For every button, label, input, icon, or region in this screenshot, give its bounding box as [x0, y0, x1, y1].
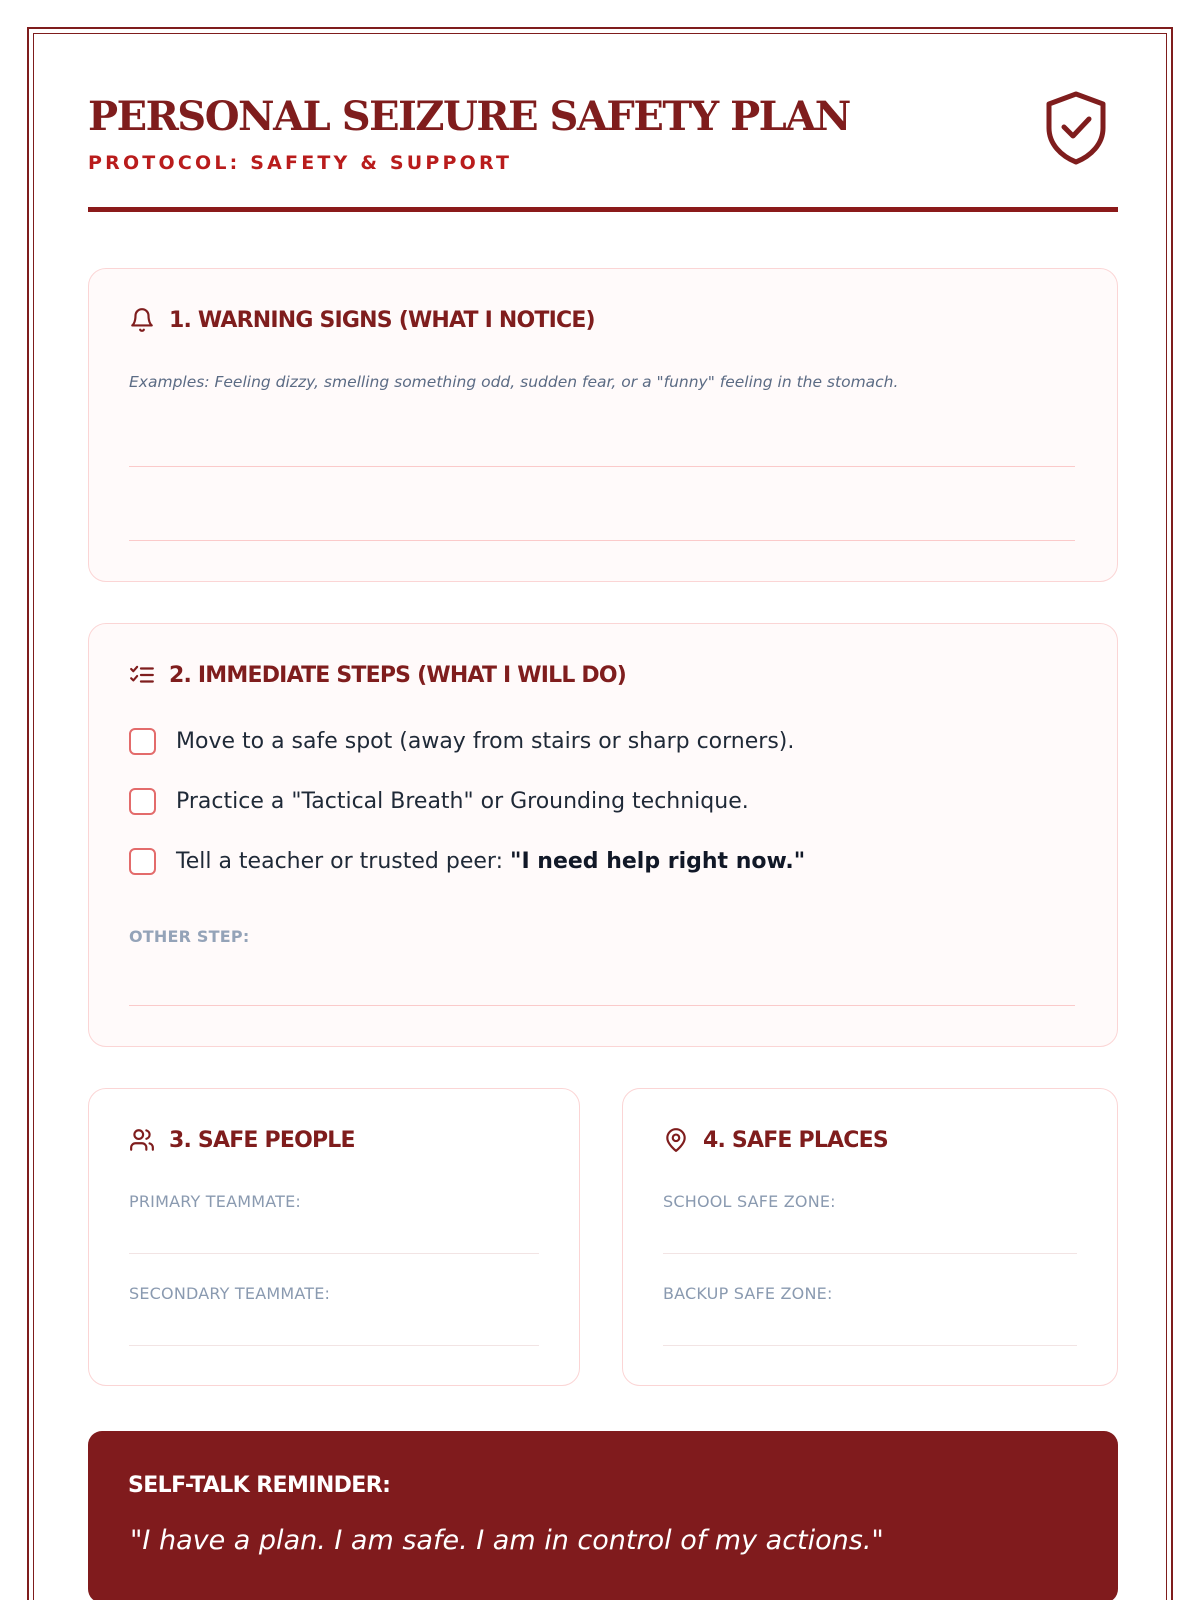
reminder-quote: "I have a plan. I am safe. I am in control of my actions." — [130, 1525, 884, 1556]
step-text: Tell a teacher or trusted peer: — [176, 849, 510, 874]
users-icon — [129, 1127, 155, 1153]
immediate-steps-title: 2. IMMEDIATE STEPS (WHAT I WILL DO) — [169, 662, 627, 688]
warning-signs-write-line-2[interactable] — [129, 540, 1075, 541]
school-safe-zone-label: SCHOOL SAFE ZONE: — [663, 1192, 836, 1211]
safe-places-title: 4. SAFE PLACES — [703, 1127, 888, 1153]
shield-check-icon — [1042, 90, 1110, 166]
secondary-teammate-field[interactable] — [129, 1345, 539, 1346]
self-talk-reminder — [88, 1431, 1118, 1600]
map-pin-icon — [663, 1127, 689, 1153]
warning-signs-hint: Examples: Feeling dizzy, smelling something odd, sudden fear, or a "funny" feeling in the stomach. — [129, 373, 899, 391]
step-text: Move to a safe spot (away from stairs or sharp corners). — [176, 729, 795, 754]
bell-icon — [129, 307, 155, 333]
warning-signs-title: 1. WARNING SIGNS (WHAT I NOTICE) — [169, 307, 595, 333]
immediate-steps-heading — [129, 662, 626, 688]
other-step-write-line[interactable] — [129, 1005, 1075, 1006]
step-checkbox[interactable] — [129, 848, 156, 875]
backup-safe-zone-field[interactable] — [663, 1345, 1077, 1346]
step-text: Practice a "Tactical Breath" or Grounding technique. — [176, 789, 749, 814]
step-item — [129, 788, 749, 815]
step-checkbox[interactable] — [129, 728, 156, 755]
reminder-label: SELF-TALK REMINDER: — [128, 1473, 391, 1498]
header — [88, 90, 1118, 216]
backup-safe-zone-label: BACKUP SAFE ZONE: — [663, 1284, 833, 1303]
school-safe-zone-field[interactable] — [663, 1253, 1077, 1254]
warning-signs-write-line-1[interactable] — [129, 466, 1075, 467]
step-item — [129, 728, 794, 755]
secondary-teammate-label: SECONDARY TEAMMATE: — [129, 1284, 331, 1303]
safe-people-title: 3. SAFE PEOPLE — [169, 1127, 355, 1153]
other-step-label: OTHER STEP: — [129, 927, 250, 946]
warning-signs-heading — [129, 307, 595, 333]
immediate-steps-section — [88, 623, 1118, 1047]
page-subtitle: PROTOCOL: SAFETY & SUPPORT — [88, 152, 513, 174]
list-check-icon — [129, 662, 155, 688]
safe-people-section — [88, 1088, 580, 1386]
step-checkbox[interactable] — [129, 788, 156, 815]
primary-teammate-field[interactable] — [129, 1253, 539, 1254]
header-divider — [88, 207, 1118, 212]
page-title: PERSONAL SEIZURE SAFETY PLAN — [88, 93, 850, 140]
safe-places-section — [622, 1088, 1118, 1386]
safe-people-heading — [129, 1127, 355, 1153]
safe-places-heading — [663, 1127, 888, 1153]
step-emphasis: "I need help right now." — [509, 849, 806, 874]
warning-signs-section — [88, 268, 1118, 582]
primary-teammate-label: PRIMARY TEAMMATE: — [129, 1192, 302, 1211]
step-item — [129, 848, 805, 875]
